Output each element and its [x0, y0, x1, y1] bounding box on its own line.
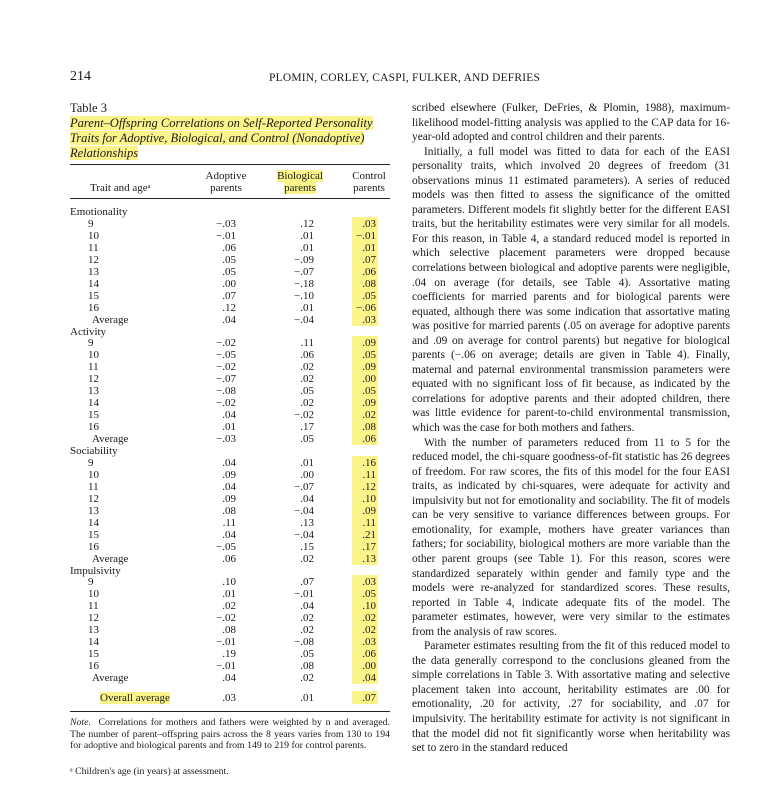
row-label: 13 [88, 265, 99, 278]
col-header-adoptive-line1: Adoptive [205, 170, 247, 182]
row-label: 12 [88, 253, 99, 266]
table-row [70, 636, 390, 648]
cell-biological: .00 [300, 468, 314, 481]
cell-control: .05 [362, 349, 376, 362]
cell-biological: .01 [300, 241, 314, 254]
table-row [70, 457, 390, 469]
table-row [70, 361, 390, 373]
cell-biological: .01 [300, 456, 314, 469]
row-label: Activity [70, 325, 107, 338]
cell-adoptive: −.01 [216, 636, 236, 649]
cell-adoptive: −.02 [216, 361, 236, 374]
cell-adoptive: .03 [222, 692, 236, 704]
row-label: 11 [88, 480, 99, 493]
col-header-adoptive [195, 170, 257, 194]
row-label: 13 [88, 624, 99, 637]
cell-biological: .02 [300, 552, 314, 565]
row-label: Average [92, 672, 129, 685]
cell-adoptive: .07 [222, 289, 236, 302]
body-paragraph: Parameter estimates resulting from the fit of this reduced model to the data generally correspond to the conclusions gleaned from the simple correlations in Table 3. With assortative mating and selective placement taken into account, heritability estimates are .00 for emotionality, .20 for activity, .27 for sociability, and .07 for impulsivity. The heritability estimate for activity is not significant in that the model did not fit significantly worse when heritability was set to zero in the standard reduced [412, 640, 730, 755]
cell-biological: .05 [300, 385, 314, 398]
cell-adoptive: .02 [222, 600, 236, 613]
cell-adoptive: .01 [222, 421, 236, 434]
cell-adoptive: .00 [222, 277, 236, 290]
row-label: 16 [88, 660, 99, 673]
row-label: Average [92, 433, 129, 446]
col-header-adoptive-line2: parents [210, 182, 242, 194]
table-row [70, 397, 390, 409]
row-label: 12 [88, 612, 99, 625]
table-row [70, 612, 390, 624]
table-title-text: Parent–Offspring Correlations on Self-Reported Personality Traits for Adoptive, Biological, and Control (Nonadoptive) Relationships [70, 116, 373, 160]
table-row [70, 385, 390, 397]
cell-control: .02 [362, 612, 376, 625]
table-row [70, 242, 390, 254]
cell-control: −.06 [356, 301, 376, 314]
table-footnote: ᵃ Children's age (in years) at assessment. [70, 766, 229, 777]
col-header-biological-line1: Biological [277, 170, 323, 182]
body-paragraph: scribed elsewhere (Fulker, DeFries, & Plomin, 1988), maximum-likelihood model-fitting analysis was applied to the CAP data for 16-year-old adopted and control children and their parents. [412, 102, 730, 144]
body-paragraph: Initially, a full model was fitted to data for each of the EASI personality traits, which involved 20 degrees of freedom (31 observations minus 11 estimated parameters). A series of reduced models was then fitted to assess the significance of the omitted parameters. Different models fit slightly better for the different EASI traits, but the heritability estimates were very similar for all models. For this reason, in Table 4, a standard reduced model is reported in which selective placement parameters were dropped because correlations between biological and adoptive parents were negligible, .04 on average (for details, see Table 4). Assortative mating coefficients for married parents and for biological parents were equated, although there was some indication that assortative mating was positive for married parents (.05 on average for adoptive parents and .09 on average for control parents) but negative for biological parents (−.06 on average; details are given in Table 4). Finally, maternal and paternal environmental transmission parameters were equated with no significant loss of fit because, as indicated by the correlations for adoptive parents and their adopted children, there was little evidence for parent-to-child environmental transmission, which was the case for both mothers and fathers. [412, 145, 730, 435]
cell-adoptive: .06 [222, 552, 236, 565]
col-header-biological-line2: parents [284, 182, 316, 194]
cell-biological: .17 [300, 421, 314, 434]
cell-adoptive: −.01 [216, 660, 236, 673]
table-row [70, 588, 390, 600]
cell-biological: .13 [300, 516, 314, 529]
table-row [70, 672, 390, 684]
cell-control: .06 [362, 648, 376, 661]
cell-biological: .15 [300, 540, 314, 553]
cell-adoptive: .01 [222, 588, 236, 601]
cell-adoptive: .11 [222, 516, 236, 529]
cell-control: .07 [362, 692, 376, 704]
table-row [70, 505, 390, 517]
cell-biological: .04 [300, 600, 314, 613]
cell-biological: −.09 [294, 253, 314, 266]
table-section-row [70, 326, 390, 338]
row-label: 15 [88, 409, 99, 422]
cell-control: .16 [362, 456, 376, 469]
cell-adoptive: .09 [222, 492, 236, 505]
table-note [70, 717, 390, 752]
cell-adoptive: .09 [222, 468, 236, 481]
cell-control: .03 [362, 576, 376, 589]
row-label: Impulsivity [70, 564, 121, 577]
col-header-trait [70, 182, 170, 194]
row-label: 11 [88, 361, 99, 374]
cell-adoptive: .12 [222, 301, 236, 314]
table-row [70, 373, 390, 385]
table-row [70, 337, 390, 349]
row-label: 9 [88, 576, 94, 589]
cell-adoptive: .19 [222, 648, 236, 661]
cell-biological: .07 [300, 576, 314, 589]
cell-adoptive: −.07 [216, 373, 236, 386]
cell-control: .05 [362, 289, 376, 302]
table-bottom-rule [70, 711, 390, 712]
cell-control: .09 [362, 337, 376, 350]
cell-biological: −.08 [294, 636, 314, 649]
cell-control: .06 [362, 265, 376, 278]
row-label: 16 [88, 421, 99, 434]
cell-biological: .02 [300, 397, 314, 410]
table-row [70, 290, 390, 302]
col-header-biological [272, 170, 328, 194]
cell-control: .06 [362, 433, 376, 446]
col-header-control [345, 170, 393, 194]
row-label: 15 [88, 648, 99, 661]
cell-control: .03 [362, 636, 376, 649]
cell-control: .04 [362, 672, 376, 685]
row-label: Average [92, 313, 129, 326]
row-label: 14 [88, 277, 99, 290]
cell-control: .21 [362, 528, 376, 541]
cell-control: .11 [362, 516, 376, 529]
row-label: 14 [88, 516, 99, 529]
cell-biological: −.02 [294, 409, 314, 422]
cell-control: .17 [362, 540, 376, 553]
body-text-column [412, 101, 730, 756]
table-row [70, 266, 390, 278]
col-header-trait-text: Trait and ageᵃ [90, 182, 151, 194]
cell-biological: .01 [300, 692, 314, 704]
table-overall-row [70, 692, 390, 704]
cell-biological: .06 [300, 349, 314, 362]
row-label: Average [92, 552, 129, 565]
table-section-row [70, 206, 390, 218]
table-row [70, 349, 390, 361]
cell-control: .03 [362, 313, 376, 326]
cell-adoptive: −.03 [216, 433, 236, 446]
cell-control: .05 [362, 588, 376, 601]
table-row [70, 600, 390, 612]
cell-control: .03 [362, 217, 376, 230]
table-top-rule [70, 164, 390, 165]
cell-adoptive: −.03 [216, 217, 236, 230]
cell-biological: .01 [300, 301, 314, 314]
table-row [70, 433, 390, 445]
cell-adoptive: −.01 [216, 229, 236, 242]
page-number: 214 [70, 69, 91, 84]
row-label: 11 [88, 600, 99, 613]
cell-control: .08 [362, 421, 376, 434]
cell-adoptive: .05 [222, 265, 236, 278]
cell-adoptive: −.02 [216, 337, 236, 350]
cell-control: .02 [362, 624, 376, 637]
cell-biological: .05 [300, 648, 314, 661]
table-row [70, 421, 390, 433]
cell-control: .00 [362, 373, 376, 386]
cell-biological: −.04 [294, 528, 314, 541]
row-label: 11 [88, 241, 99, 254]
cell-biological: −.10 [294, 289, 314, 302]
table-row [70, 648, 390, 660]
cell-biological: .02 [300, 373, 314, 386]
table-row [70, 230, 390, 242]
cell-adoptive: .04 [222, 456, 236, 469]
cell-adoptive: .04 [222, 409, 236, 422]
cell-adoptive: −.05 [216, 540, 236, 553]
table-row [70, 541, 390, 553]
row-label: Overall average [100, 692, 170, 704]
cell-biological: .04 [300, 492, 314, 505]
row-label: 10 [88, 588, 99, 601]
row-label: 14 [88, 636, 99, 649]
table-row [70, 469, 390, 481]
cell-adoptive: −.05 [216, 349, 236, 362]
cell-adoptive: .04 [222, 480, 236, 493]
table-row [70, 314, 390, 326]
table-row [70, 553, 390, 565]
cell-biological: .05 [300, 433, 314, 446]
cell-adoptive: .08 [222, 504, 236, 517]
row-label: 9 [88, 217, 94, 230]
row-label: 16 [88, 301, 99, 314]
table-header-rule [70, 198, 390, 199]
table-row [70, 409, 390, 421]
table-label: Table 3 [70, 101, 107, 115]
cell-control: .10 [362, 492, 376, 505]
table-note-label: Note. [70, 717, 91, 728]
row-label: 12 [88, 492, 99, 505]
cell-biological: .02 [300, 612, 314, 625]
cell-biological: −.04 [294, 313, 314, 326]
table-row [70, 517, 390, 529]
row-label: 13 [88, 385, 99, 398]
row-label: Emotionality [70, 206, 128, 218]
cell-control: .00 [362, 660, 376, 673]
running-header: PLOMIN, CORLEY, CASPI, FULKER, AND DEFRIES [269, 72, 541, 84]
cell-adoptive: −.02 [216, 397, 236, 410]
row-label: 14 [88, 397, 99, 410]
table-row [70, 481, 390, 493]
table-section-row [70, 565, 390, 577]
cell-control: .01 [362, 241, 376, 254]
cell-adoptive: .06 [222, 241, 236, 254]
cell-biological: −.18 [294, 277, 314, 290]
cell-control: .09 [362, 361, 376, 374]
cell-adoptive: .10 [222, 576, 236, 589]
cell-adoptive: .08 [222, 624, 236, 637]
table-row [70, 660, 390, 672]
cell-biological: .02 [300, 361, 314, 374]
row-label: 9 [88, 337, 94, 350]
cell-adoptive: .05 [222, 253, 236, 266]
cell-adoptive: −.08 [216, 385, 236, 398]
cell-control: .08 [362, 277, 376, 290]
table-row [70, 624, 390, 636]
cell-adoptive: .04 [222, 672, 236, 685]
cell-biological: .01 [300, 229, 314, 242]
table-row [70, 493, 390, 505]
row-label: 12 [88, 373, 99, 386]
row-label: 10 [88, 468, 99, 481]
col-header-control-line2: parents [353, 182, 385, 194]
cell-adoptive: .04 [222, 313, 236, 326]
table-note-text: Correlations for mothers and fathers were weighted by n and averaged. The number of parent–offspring pairs across the 8 years varies from 130 to 194 for adoptive and biological parents and from 149 to 219 for control parents. [70, 717, 390, 751]
table-row [70, 529, 390, 541]
row-label: 10 [88, 229, 99, 242]
cell-control: .09 [362, 504, 376, 517]
cell-control: .13 [362, 552, 376, 565]
table-row [70, 278, 390, 290]
cell-control: .11 [362, 468, 376, 481]
cell-biological: .12 [300, 217, 314, 230]
cell-biological: .02 [300, 672, 314, 685]
cell-adoptive: .04 [222, 528, 236, 541]
cell-biological: −.01 [294, 588, 314, 601]
table-row [70, 254, 390, 266]
cell-biological: .08 [300, 660, 314, 673]
row-label: 13 [88, 504, 99, 517]
table-title [70, 116, 395, 161]
cell-biological: −.04 [294, 504, 314, 517]
cell-control: .09 [362, 397, 376, 410]
table-row [70, 218, 390, 230]
row-label: 15 [88, 528, 99, 541]
cell-control: .07 [362, 253, 376, 266]
row-label: 16 [88, 540, 99, 553]
col-header-control-line1: Control [352, 170, 386, 182]
cell-control: .05 [362, 385, 376, 398]
row-label: 9 [88, 456, 94, 469]
cell-biological: −.07 [294, 480, 314, 493]
row-label: 10 [88, 349, 99, 362]
cell-control: .10 [362, 600, 376, 613]
row-label: 15 [88, 289, 99, 302]
body-paragraph: With the number of parameters reduced from 11 to 5 for the reduced model, the chi-square goodness-of-fit statistic has 26 degrees of freedom. For raw scores, the fits of this model for the four EASI traits, as indicated by chi-squares, were adequate for activity and impulsivity but not for emotionality and sociability. The fit of models can be very sensitive to variance differences between groups. For emotionality, for example, mothers have greater variances than fathers; for sociability, biological mothers are more variable than the other parent groups (see Table 1). For this reason, scores were standardized separately within gender and family type and the models were re-analyzed for standardized scores. These results, reported in Table 4, indicate adequate fits of the model. The parameter estimates, however, were very similar to the estimates from the analysis of raw scores. [412, 436, 730, 638]
table-section-row [70, 445, 390, 457]
cell-biological: .11 [300, 337, 314, 350]
table-row [70, 576, 390, 588]
cell-biological: .02 [300, 624, 314, 637]
cell-biological: −.07 [294, 265, 314, 278]
table-row [70, 302, 390, 314]
cell-adoptive: −.02 [216, 612, 236, 625]
cell-control: −.01 [356, 229, 376, 242]
cell-control: .02 [362, 409, 376, 422]
cell-control: .12 [362, 480, 376, 493]
row-label: Sociability [70, 445, 118, 457]
